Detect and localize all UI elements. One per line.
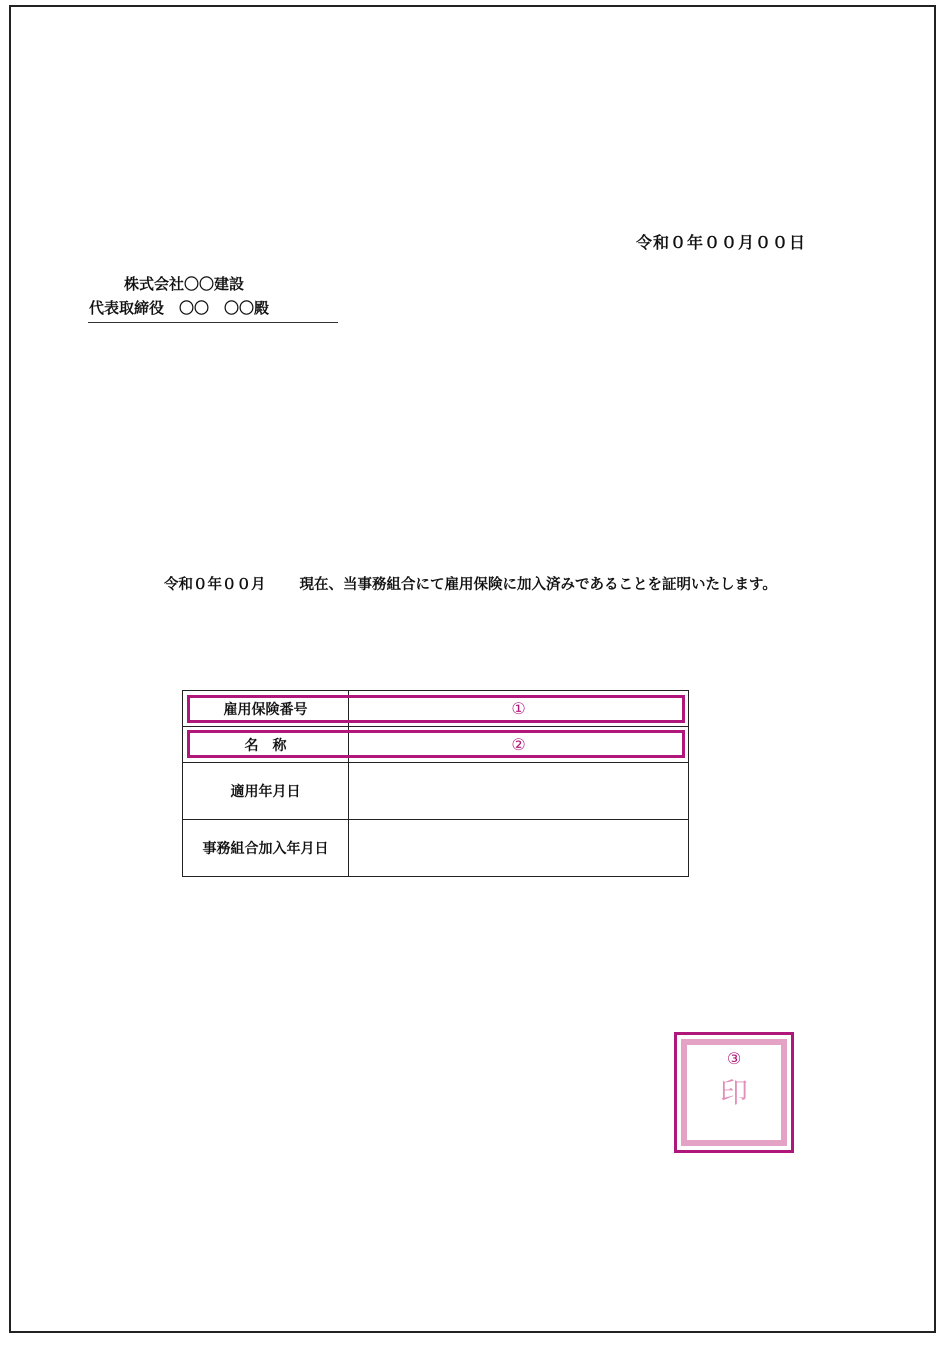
row-label-application-date: 適用年月日 [183, 763, 349, 820]
row-value-union-join-date [349, 820, 689, 877]
row-value-name: ② [349, 727, 689, 763]
statement-text: 現在、当事務組合にて雇用保険に加入済みであることを証明いたします。 [299, 576, 777, 593]
statement-date: 令和０年００月 [164, 576, 266, 593]
row-label-union-join-date: 事務組合加入年月日 [183, 820, 349, 877]
row-label-insurance-number: 雇用保険番号 [183, 691, 349, 727]
seal-stamp-text: 印 [719, 1076, 748, 1109]
document-page [9, 5, 936, 1333]
table-row [183, 820, 689, 877]
row-value-insurance-number: ① [349, 691, 689, 727]
table-row [183, 691, 689, 727]
table-row [183, 763, 689, 820]
addressee-underline [88, 322, 338, 323]
seal-marker: ③ [726, 1049, 742, 1068]
insurance-info-table [182, 690, 689, 877]
addressee-person: 代表取締役 〇〇 〇〇殿 [89, 299, 270, 317]
issue-date: 令和０年００月００日 [636, 233, 807, 252]
row-label-name: 名 称 [183, 727, 349, 763]
addressee-company: 株式会社〇〇建設 [124, 275, 245, 293]
table-row [183, 727, 689, 763]
row-value-application-date [349, 763, 689, 820]
certification-statement [164, 573, 777, 594]
